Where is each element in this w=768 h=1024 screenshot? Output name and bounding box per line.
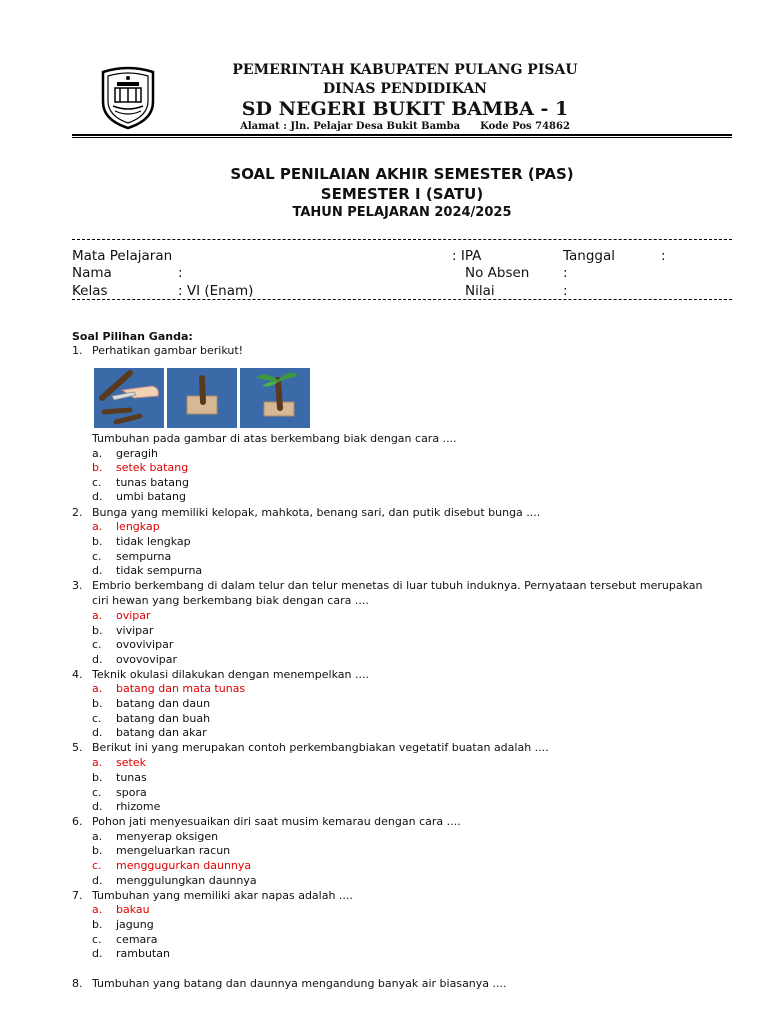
question-number: 5. (72, 741, 83, 754)
option-text: batang dan mata tunas (116, 682, 246, 695)
option-text: rhizome (116, 800, 161, 813)
question-text: Tumbuhan yang memiliki akar napas adalah .... (92, 889, 353, 902)
option-text: tunas batang (116, 476, 189, 489)
question-number: 4. (72, 668, 83, 681)
option-text: spora (116, 786, 147, 799)
option-text: menggugurkan daunnya (116, 859, 252, 872)
option-letter: d. (92, 947, 103, 960)
option-letter: a. (92, 903, 103, 916)
question-text: Berikut ini yang merupakan contoh perkembangbiakan vegetatif buatan adalah .... (92, 741, 549, 754)
option-text: tunas (116, 771, 147, 784)
option-letter: c. (92, 712, 102, 725)
option-text: batang dan daun (116, 697, 211, 710)
government-name: PEMERINTAH KABUPATEN PULANG PISAU (232, 62, 578, 78)
address-text: Alamat : Jln. Pelajar Desa Bukit Bamba (240, 121, 461, 132)
option-letter: d. (92, 653, 103, 666)
question-text: Pohon jati menyesuaikan diri saat musim kemarau dengan cara .... (92, 815, 461, 828)
name-colon: : (178, 265, 183, 281)
option-text: rambutan (116, 947, 170, 960)
option-text: tidak lengkap (116, 535, 191, 548)
class-label: Kelas (72, 283, 108, 299)
absen-colon: : (563, 265, 568, 281)
option-text: batang dan buah (116, 712, 211, 725)
option-letter: a. (92, 609, 103, 622)
question-number: 1. (72, 344, 83, 357)
option-letter: b. (92, 918, 103, 931)
school-name: SD NEGERI BUKIT BAMBA - 1 (241, 98, 569, 120)
question-text-2: ciri hewan yang berkembang biak dengan cara .... (92, 594, 369, 607)
option-letter: c. (92, 859, 102, 872)
option-letter: b. (92, 844, 103, 857)
option-text: menyerap oksigen (116, 830, 219, 843)
exam-title: SOAL PENILAIAN AKHIR SEMESTER (PAS) (230, 165, 574, 183)
option-text: ovipar (116, 609, 151, 622)
option-text: ovovivipar (116, 638, 174, 651)
option-text: lengkap (116, 520, 160, 533)
option-text: batang dan akar (116, 726, 207, 739)
question-number: 2. (72, 506, 83, 519)
option-letter: d. (92, 874, 103, 887)
option-letter: c. (92, 550, 102, 563)
option-text: menggulungkan daunnya (116, 874, 257, 887)
option-letter: d. (92, 726, 103, 739)
option-letter: d. (92, 564, 103, 577)
option-letter: b. (92, 535, 103, 548)
option-letter: a. (92, 447, 103, 460)
sprouting-stem-image (240, 368, 310, 428)
option-letter: b. (92, 771, 103, 784)
question-text: Tumbuhan yang batang dan daunnya mengandung banyak air biasanya .... (92, 977, 507, 990)
option-letter: d. (92, 800, 103, 813)
exam-semester: SEMESTER I (SATU) (320, 185, 484, 203)
option-letter: a. (92, 756, 103, 769)
name-label: Nama (72, 265, 112, 281)
planted-stem-image (167, 368, 237, 428)
option-text: vivipar (116, 624, 154, 637)
option-text: bakau (116, 903, 150, 916)
letterhead-divider-thin (72, 137, 732, 138)
option-letter: c. (92, 933, 102, 946)
option-text: cemara (116, 933, 158, 946)
score-label: Nilai (465, 283, 495, 299)
subject-value: : IPA (452, 248, 482, 264)
dashed-divider-bottom (72, 299, 732, 300)
option-letter: c. (92, 786, 102, 799)
option-text: tidak sempurna (116, 564, 203, 577)
absen-label: No Absen (465, 265, 530, 281)
option-letter: c. (92, 638, 102, 651)
option-text: setek (116, 756, 146, 769)
score-colon: : (563, 283, 568, 299)
option-letter: c. (92, 476, 102, 489)
option-letter: b. (92, 697, 103, 710)
question-text: Bunga yang memiliki kelopak, mahkota, benang sari, dan putik disebut bunga .... (92, 506, 541, 519)
question-number: 6. (72, 815, 83, 828)
option-letter: d. (92, 490, 103, 503)
question-text: Embrio berkembang di dalam telur dan telur menetas di luar tubuh induknya. Pernyataan tersebut merupakan (92, 579, 703, 592)
dashed-divider-top (72, 239, 732, 240)
option-text: umbi batang (116, 490, 186, 503)
regency-emblem-icon (99, 64, 157, 130)
option-letter: a. (92, 520, 103, 533)
date-colon: : (661, 248, 666, 264)
option-text: jagung (116, 918, 154, 931)
question-text-2: Tumbuhan pada gambar di atas berkembang biak dengan cara .... (92, 432, 457, 445)
section-title: Soal Pilihan Ganda: (72, 330, 193, 343)
question-text: Perhatikan gambar berikut! (92, 344, 244, 357)
option-text: ovovovipar (116, 653, 178, 666)
school-address (170, 121, 640, 132)
option-text: geragih (116, 447, 159, 460)
subject-label: Mata Pelajaran (72, 248, 173, 264)
question-number: 7. (72, 889, 83, 902)
cutting-knife-image (94, 368, 164, 428)
question-number: 3. (72, 579, 83, 592)
option-text: setek batang (116, 461, 189, 474)
option-letter: a. (92, 682, 103, 695)
option-letter: a. (92, 830, 103, 843)
option-letter: b. (92, 624, 103, 637)
exam-year: TAHUN PELAJARAN 2024/2025 (292, 205, 512, 220)
option-text: sempurna (116, 550, 172, 563)
date-label: Tanggal (563, 248, 616, 264)
postal-code: Kode Pos 74862 (480, 121, 570, 132)
letterhead-divider (72, 134, 732, 136)
question-text: Teknik okulasi dilakukan dengan menempelkan .... (92, 668, 369, 681)
class-value: : VI (Enam) (178, 283, 254, 299)
option-letter: b. (92, 461, 103, 474)
question-number: 8. (72, 977, 83, 990)
option-text: mengeluarkan racun (116, 844, 231, 857)
department-name: DINAS PENDIDIKAN (323, 81, 487, 97)
